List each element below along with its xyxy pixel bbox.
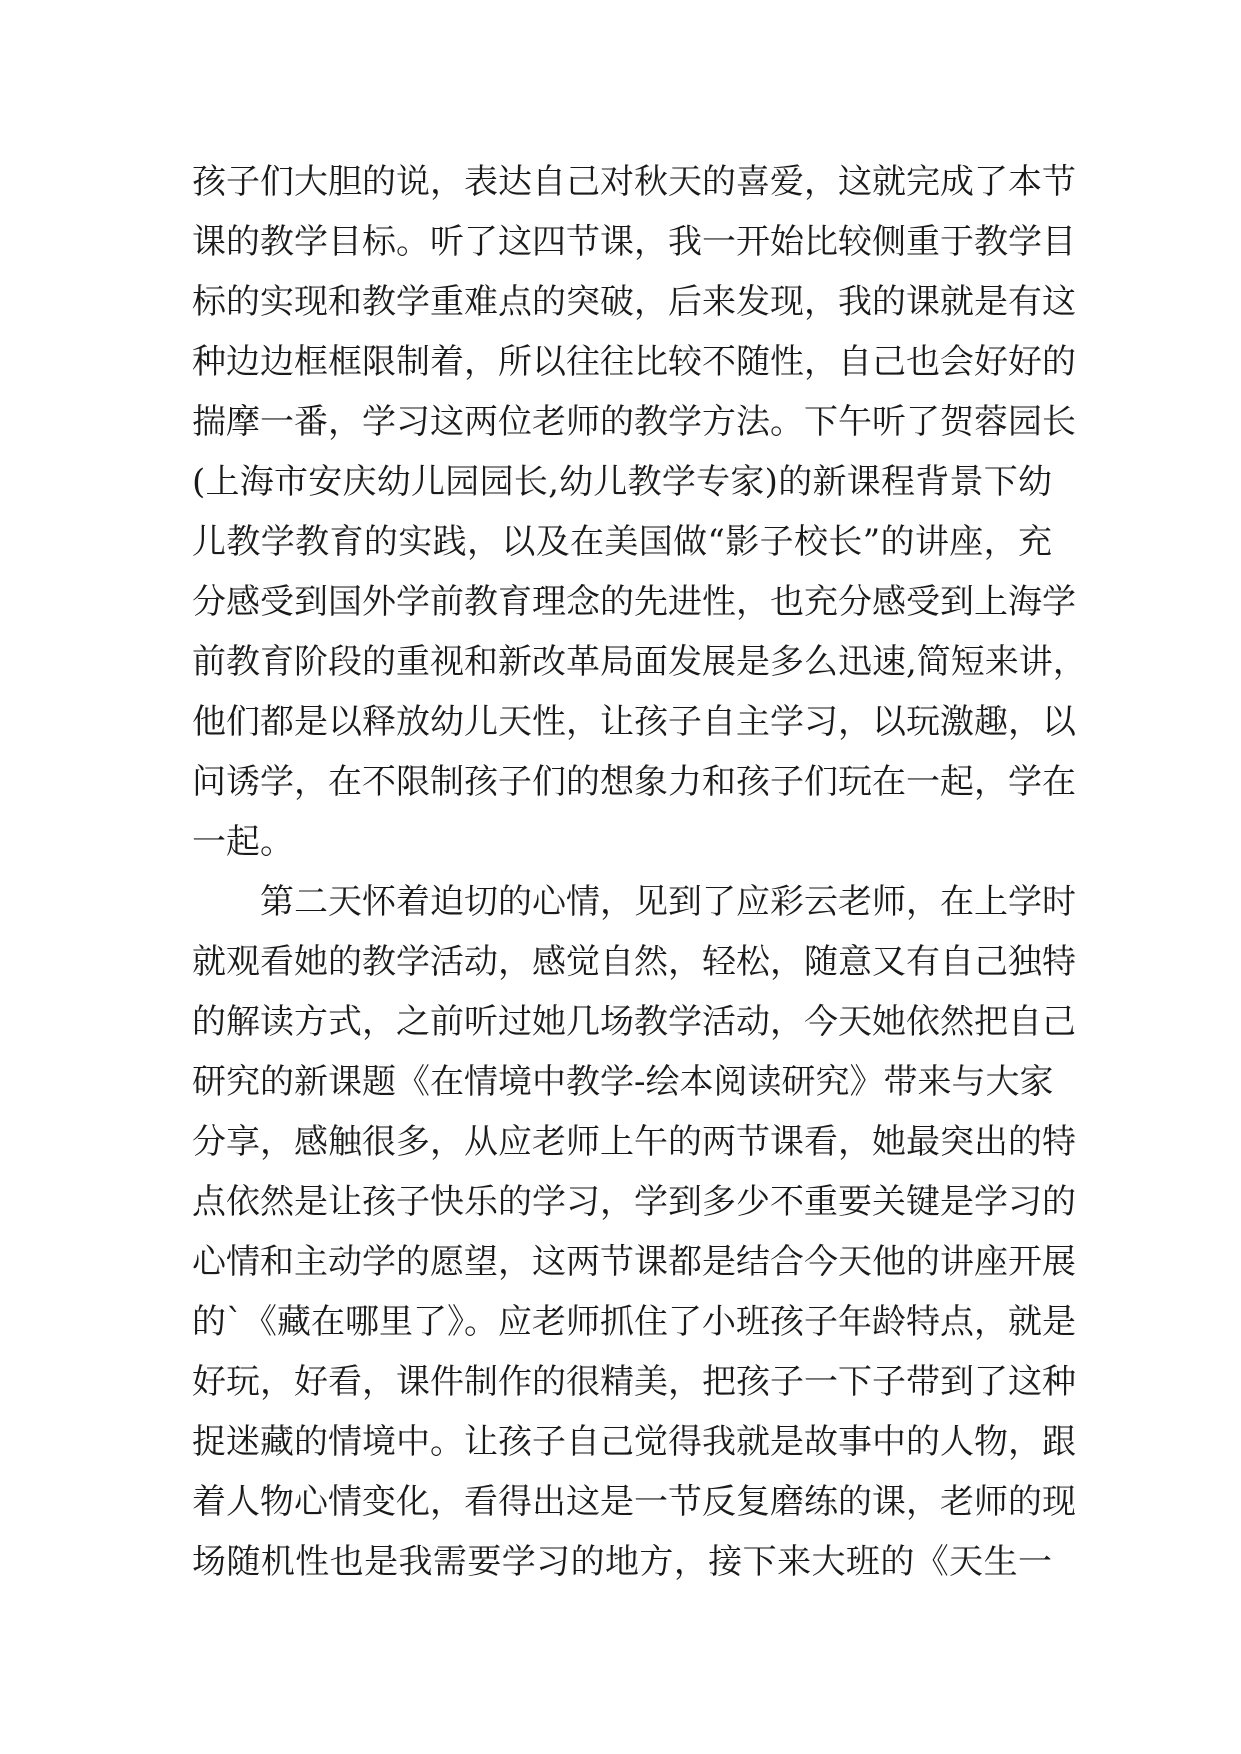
text-line: 问诱学，在不限制孩子们的想象力和孩子们玩在一起，学在	[192, 762, 1076, 802]
text-line: (上海市安庆幼儿园园长,幼儿教学专家)的新课程背景下幼	[192, 462, 1052, 502]
paragraph-2	[192, 872, 1076, 1592]
text-line: 第二天怀着迫切的心情，见到了应彩云老师，在上学时	[260, 882, 1076, 922]
text-line: 前教育阶段的重视和新改革局面发展是多么迅速,简短来讲，	[192, 642, 1087, 682]
text-line: 分感受到国外学前教育理念的先进性，也充分感受到上海学	[192, 582, 1076, 622]
text-line: 揣摩一番，学习这两位老师的教学方法。下午听了贺蓉园长	[192, 402, 1076, 442]
body-text	[192, 152, 1087, 1592]
text-line: 种边边框框限制着，所以往往比较不随性，自己也会好好的	[192, 342, 1076, 382]
text-line: 研究的新课题《在情境中教学-绘本阅读研究》带来与大家	[192, 1062, 1054, 1102]
text-line: 一起。	[192, 822, 294, 862]
text-line: 捉迷藏的情境中。让孩子自己觉得我就是故事中的人物，跟	[192, 1422, 1076, 1462]
text-line: 儿教学教育的实践，以及在美国做“影子校长”的讲座，充	[192, 522, 1052, 562]
text-line: 场随机性也是我需要学习的地方，接下来大班的《天生一	[192, 1542, 1052, 1582]
text-line: 心情和主动学的愿望，这两节课都是结合今天他的讲座开展	[192, 1242, 1076, 1282]
text-line: 标的实现和教学重难点的突破，后来发现，我的课就是有这	[192, 282, 1076, 322]
text-line: 好玩，好看，课件制作的很精美，把孩子一下子带到了这种	[192, 1362, 1076, 1402]
text-line: 他们都是以释放幼儿天性，让孩子自主学习，以玩激趣，以	[192, 702, 1076, 742]
text-line: 课的教学目标。听了这四节课，我一开始比较侧重于教学目	[192, 222, 1076, 262]
text-line: 孩子们大胆的说，表达自己对秋天的喜爱，这就完成了本节	[192, 162, 1076, 202]
text-line: 着人物心情变化，看得出这是一节反复磨练的课，老师的现	[192, 1482, 1076, 1522]
text-line: 的解读方式，之前听过她几场教学活动，今天她依然把自己	[192, 1002, 1076, 1042]
text-line: 就观看她的教学活动，感觉自然，轻松，随意又有自己独特	[192, 942, 1076, 982]
text-line: 点依然是让孩子快乐的学习，学到多少不重要关键是学习的	[192, 1182, 1076, 1222]
text-line: 分享，感触很多，从应老师上午的两节课看，她最突出的特	[192, 1122, 1076, 1162]
text-line: 的`《藏在哪里了》。应老师抓住了小班孩子年龄特点，就是	[192, 1302, 1076, 1342]
paragraph-1	[192, 152, 1087, 872]
